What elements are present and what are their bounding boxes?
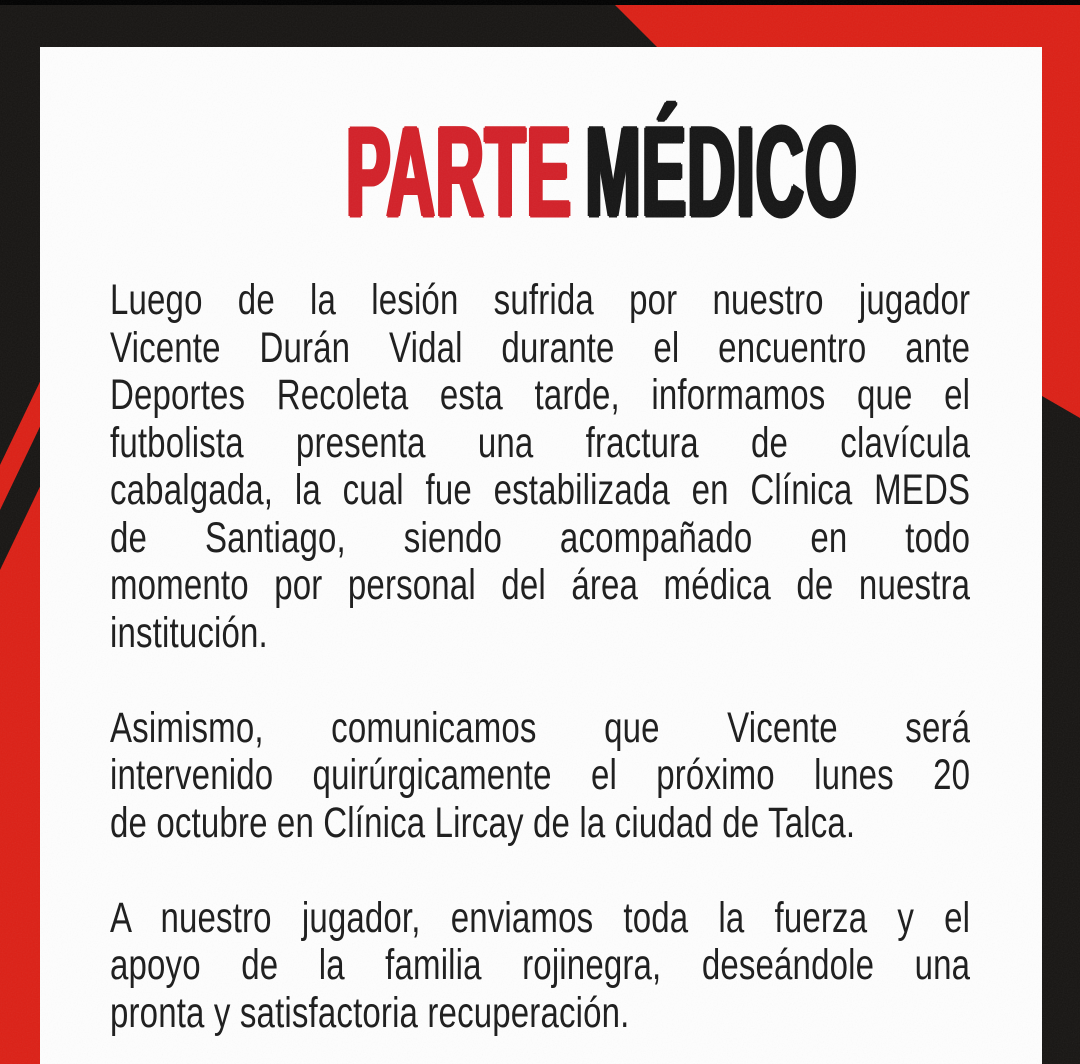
paragraph-surgery-info	[110, 705, 970, 848]
report-card	[40, 47, 1042, 1064]
title-word-parte: PARTE	[346, 101, 572, 244]
text-line: institución.	[110, 608, 268, 657]
top-black-strip	[0, 0, 1080, 5]
text-line: momento por personal del área médica de nuestra	[110, 561, 971, 609]
title-word-medico: MÉDICO	[585, 101, 858, 244]
text-line: futbolista presenta una fractura de clavícula	[110, 418, 971, 467]
text-line: pronta y satisfactoria recuperación.	[110, 988, 630, 1037]
text-line: Asimismo, comunicamos que Vicente será	[110, 703, 971, 752]
page-title-text	[346, 101, 858, 244]
paragraph-injury-report	[110, 277, 970, 657]
text-line: A nuestro jugador, enviamos toda la fuerza y el	[110, 893, 971, 942]
text-line: de Santiago, siendo acompañado en todo	[110, 513, 971, 562]
page-title	[110, 101, 972, 244]
text-line: Luego de la lesión sufrida por nuestro jugador	[110, 276, 971, 324]
report-body	[110, 277, 970, 1037]
text-line: Deportes Recoleta esta tarde, informamos que el	[110, 371, 971, 419]
paragraph-support-message	[110, 895, 970, 1038]
text-line: apoyo de la familia rojinegra, deseándole una	[110, 941, 971, 989]
text-line: de octubre en Clínica Lircay de la ciudad de Talca.	[110, 798, 856, 847]
text-line: cabalgada, la cual fue estabilizada en Clínica MEDS	[110, 466, 971, 514]
text-line: intervenido quirúrgicamente el próximo lunes 20	[110, 751, 971, 799]
text-line: Vicente Durán Vidal durante el encuentro ante	[110, 323, 971, 372]
